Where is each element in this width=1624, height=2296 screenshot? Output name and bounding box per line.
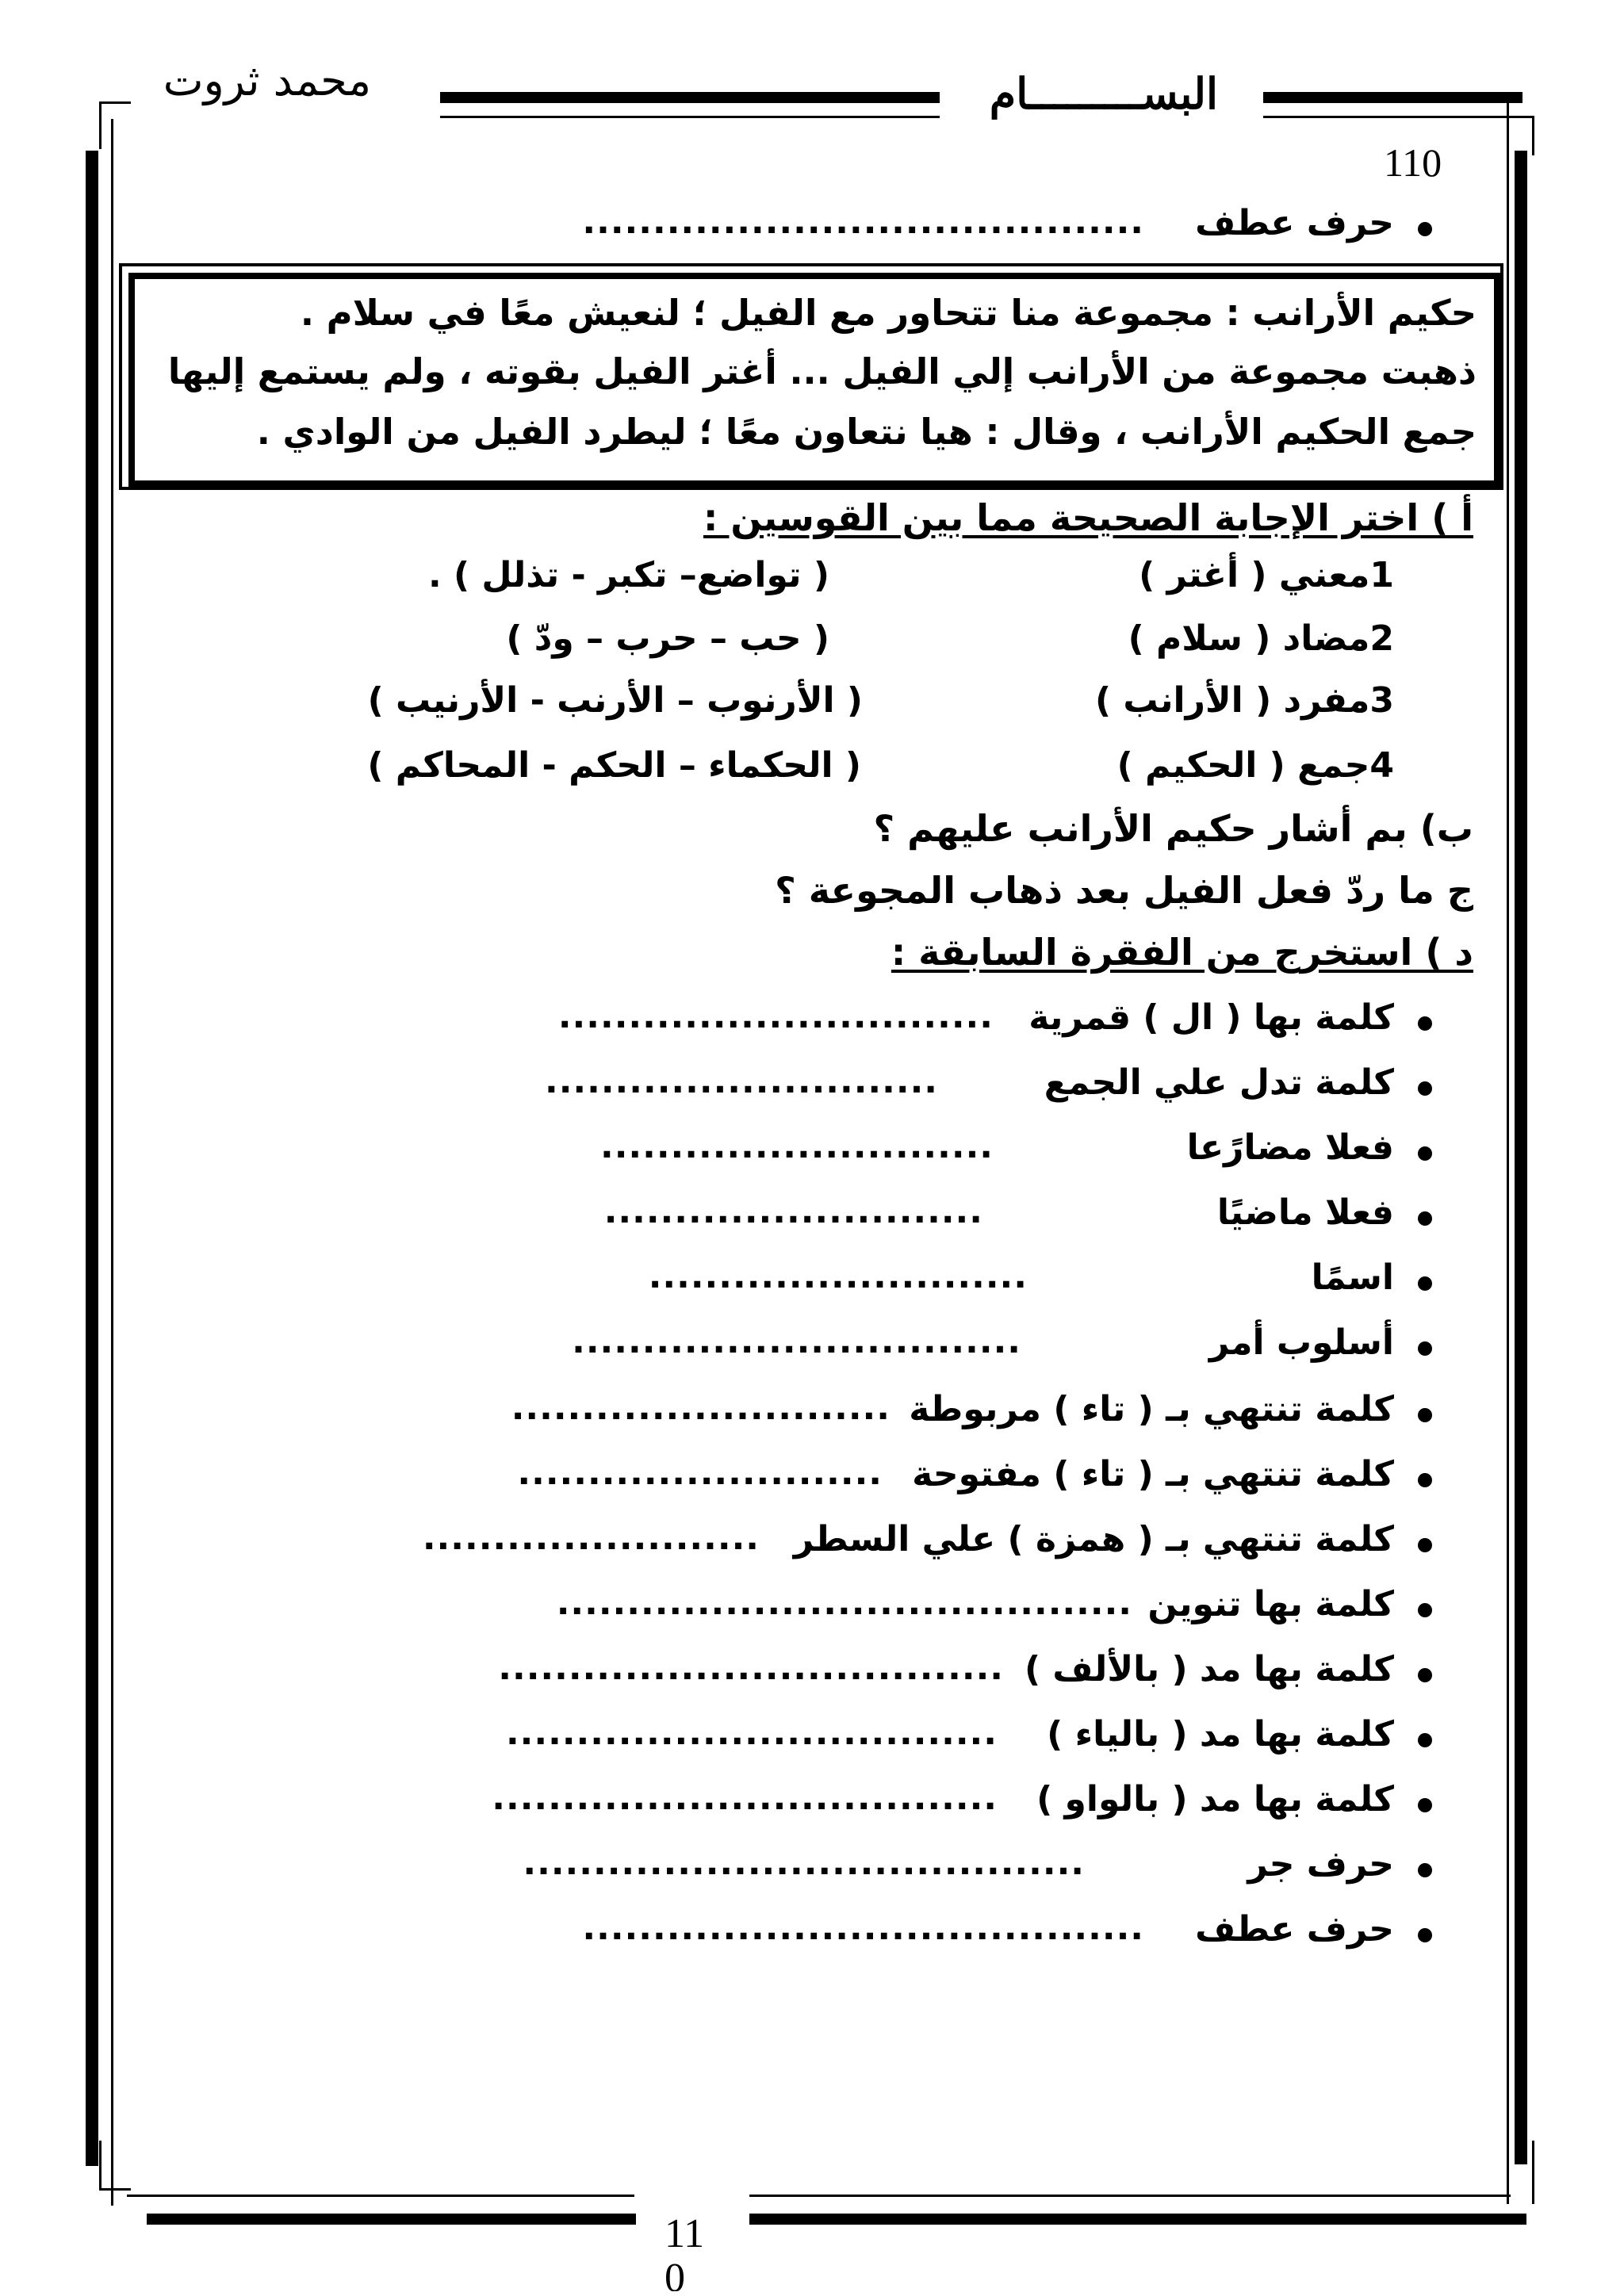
passage-line-2: ذهبت مجموعة من الأرانب إلي الفيل ... أغتر الفيل بقوته ، ولم يستمع إليها xyxy=(167,350,1477,392)
mcq-3-options: ( الأرنوب – الأرنب - الأرنيب ) xyxy=(367,680,863,721)
list-item xyxy=(284,1454,1394,1502)
question-b: ب) بم أشار حكيم الأرانب عليهم ؟ xyxy=(873,807,1473,850)
answer-dots: .......................... xyxy=(517,1452,883,1493)
bullet-icon xyxy=(1418,1928,1432,1942)
question-d-title: د ) استخرج من الفقرة السابقة : xyxy=(891,931,1473,974)
item-label: كلمة بها مد ( بالواو ) xyxy=(1036,1779,1394,1820)
answer-dots: ........................... xyxy=(511,1387,891,1428)
bullet-icon xyxy=(1418,1863,1432,1877)
bullet-icon xyxy=(1418,1016,1432,1031)
answer-dots: ........................................ xyxy=(582,201,1144,242)
answer-dots: ............................... xyxy=(557,996,994,1036)
item-label: اسمًا xyxy=(1311,1257,1394,1298)
bullet-icon xyxy=(1418,1733,1432,1747)
list-item xyxy=(284,1844,1394,1892)
answer-dots: ................................ xyxy=(572,1321,1021,1361)
answer-dots: ........................................ xyxy=(582,1908,1144,1948)
list-item xyxy=(284,1649,1394,1697)
item-label: كلمة تنتهي بـ ( تاء ) مربوطة xyxy=(909,1389,1394,1429)
list-item xyxy=(284,1909,1394,1957)
bullet-icon xyxy=(1418,1146,1432,1161)
question-a-title: أ ) اختر الإجابة الصحيحة مما بين القوسين : xyxy=(703,496,1473,539)
item-label: فعلا ماضيًا xyxy=(1216,1192,1394,1233)
list-item xyxy=(284,1714,1394,1762)
item-label: حرف عطف xyxy=(1195,1909,1394,1950)
passage-line-3: جمع الحكيم الأرانب ، وقال : هيا نتعاون معًا ؛ ليطرد الفيل من الوادي . xyxy=(256,411,1477,453)
mcq-2-options: ( حب – حرب – ودّ ) xyxy=(506,618,829,659)
mcq-1-options: ( تواضع– تكبر - تذلل ) . xyxy=(427,555,829,595)
item-label: كلمة بها مد ( بالألف ) xyxy=(1024,1649,1394,1689)
answer-dots: ............................ xyxy=(599,1126,994,1166)
mcq-1-prompt: 1معني ( أغتر ) xyxy=(1139,555,1394,595)
bullet-icon xyxy=(1418,1276,1432,1291)
top-item-label: حرف عطف xyxy=(1195,203,1394,243)
bullet-icon xyxy=(1418,1081,1432,1096)
item-label: كلمة بها تنوين xyxy=(1147,1584,1394,1624)
header-author: محمد ثروت xyxy=(163,55,371,105)
mcq-4-prompt: 4جمع ( الحكيم ) xyxy=(1116,745,1394,786)
answer-dots: ................................... xyxy=(505,1712,998,1753)
item-label: كلمة تنتهي بـ ( همزة ) علي السطر xyxy=(793,1519,1394,1559)
answer-dots: ........................... xyxy=(648,1256,1028,1296)
list-item xyxy=(284,1127,1394,1175)
answer-dots: ........................ xyxy=(422,1517,760,1558)
list-item xyxy=(284,1779,1394,1827)
answer-dots: ........................................ xyxy=(523,1843,1085,1883)
answer-dots: ......................................... xyxy=(556,1582,1132,1623)
bullet-icon xyxy=(1418,1408,1432,1422)
bullet-icon xyxy=(1418,1603,1432,1617)
list-item xyxy=(284,1584,1394,1632)
bullet-icon xyxy=(1418,1211,1432,1226)
answer-dots: .................................... xyxy=(498,1647,1004,1688)
item-label: أسلوب أمر xyxy=(1208,1322,1394,1363)
item-label: حرف جر xyxy=(1247,1844,1394,1885)
list-item xyxy=(284,1062,1394,1110)
question-c: ج ما ردّ فعل الفيل بعد ذهاب المجوعة ؟ xyxy=(775,869,1473,912)
list-item xyxy=(284,997,1394,1045)
bullet-icon xyxy=(1418,1473,1432,1487)
list-item xyxy=(284,1257,1394,1305)
answer-dots: .................................... xyxy=(492,1777,998,1818)
bullet-icon xyxy=(1418,222,1432,236)
list-item xyxy=(284,1322,1394,1370)
bullet-icon xyxy=(1418,1668,1432,1682)
item-label: كلمة بها مد ( بالياء ) xyxy=(1047,1714,1394,1755)
top-bullet-item xyxy=(316,203,1394,251)
list-item xyxy=(284,1519,1394,1567)
passage-line-1: حكيم الأرانب : مجموعة منا تتحاور مع الفيل ؛ لنعيش معًا في سلام . xyxy=(300,292,1477,334)
bullet-icon xyxy=(1418,1341,1432,1356)
mcq-4-options: ( الحكماء – الحكم - المحاكم ) xyxy=(367,745,861,786)
list-item xyxy=(284,1389,1394,1437)
bullet-icon xyxy=(1418,1798,1432,1812)
answer-dots: ........................... xyxy=(603,1191,983,1231)
header-title: البســـــــــام xyxy=(989,68,1218,119)
page-number-bottom: 11 0 xyxy=(665,2212,705,2291)
item-label: كلمة تدل علي الجمع xyxy=(1044,1062,1394,1103)
item-label: كلمة تنتهي بـ ( تاء ) مفتوحة xyxy=(912,1454,1394,1494)
item-label: فعلا مضارًعا xyxy=(1186,1127,1394,1168)
bullet-icon xyxy=(1418,1538,1432,1552)
item-label: كلمة بها ( ال ) قمرية xyxy=(1028,997,1394,1038)
list-item xyxy=(284,1192,1394,1240)
mcq-2-prompt: 2مضاد ( سلام ) xyxy=(1128,618,1394,659)
mcq-3-prompt: 3مفرد ( الأرانب ) xyxy=(1094,680,1394,721)
page-number-top: 110 xyxy=(1384,140,1442,185)
answer-dots: ............................ xyxy=(544,1061,938,1101)
